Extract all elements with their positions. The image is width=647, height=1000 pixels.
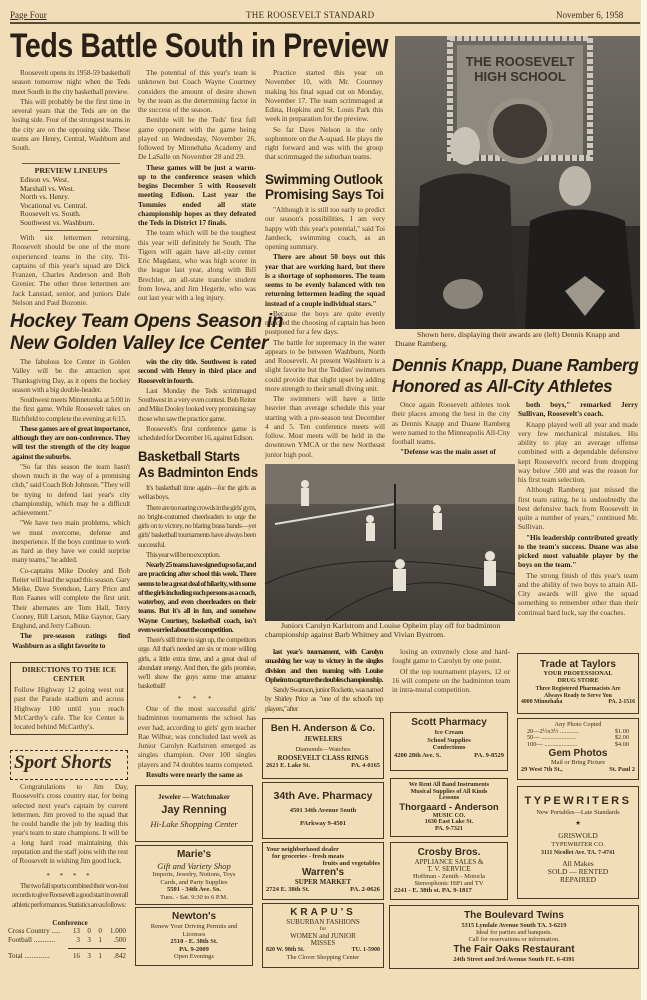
ad-name: Warren's <box>301 867 345 878</box>
ad-line: Stereophonic HiFi and TV <box>414 880 484 887</box>
photo-sign <box>457 54 583 84</box>
ad-crosby-bros <box>390 842 508 900</box>
preview-col1b <box>12 233 130 308</box>
ad-warrens <box>262 842 384 900</box>
wins: 16 <box>72 952 80 960</box>
paragraph: "So far this season the team hasn't shown much in the way of a promising club," said Coach Bob Johnson. "They will be trying to defend last year's city championship, which may be a difficult achievement." <box>12 461 130 517</box>
price-quantity: 100— ..................... <box>527 740 578 748</box>
ad-line: MISSES <box>310 939 336 947</box>
team-name: Football ............ <box>8 936 56 944</box>
ad-line: Diamonds—Watches <box>295 746 351 753</box>
box-text: Follow Highway 12 going west out past the Parade stadium and across Highway 100 until you reach McCarthy's cafe. The Ice Center is located behind McCarthy's. <box>14 685 124 731</box>
price-quantity: 20—2½x3½ ............ <box>527 727 579 735</box>
lineup-item: Southwest vs. Washburn. <box>20 217 95 227</box>
ties: 1 <box>98 936 102 944</box>
paragraph: Roosevelt opens its 1958-59 basketball season tomorrow night when the Teds meet South in the city basketball preview. <box>12 68 130 96</box>
ad-line: Lessons <box>438 795 460 802</box>
paragraph: The strong finish of this year's team and the ability of two boys to attain All-City awards will give the squad something to remember other than their continual hard luck, say the coaches. <box>518 570 638 617</box>
box-title: DIRECTIONS TO THE ICE CENTER <box>22 665 116 683</box>
ad-line: Call for reservations or information. <box>468 936 560 943</box>
ad-line: APPLIANCE SALES & <box>414 858 484 866</box>
paragraph: Because the boys are quite evenly matched the choosing of captain has been postponed for a few days. <box>265 308 385 337</box>
ad-directions-ice-center <box>10 662 128 735</box>
award-photo <box>395 36 640 329</box>
price-amount: $2.00 <box>614 734 629 742</box>
ad-address: 4200 28th Ave. S. <box>394 751 442 759</box>
paragraph: "His leadership contributed greatly to the team's success. Duane was also picked most valuable player by the boys on the team." <box>518 532 638 570</box>
masthead-rule <box>10 22 640 24</box>
price-amount: $4.00 <box>614 740 629 748</box>
ad-thorgaard-anderson <box>390 778 508 837</box>
basketball-col4 <box>392 647 510 695</box>
ad-name: Gem Photos <box>548 748 608 760</box>
paragraph: Benilde will be the Teds' first full game opponent with the game being played on Wednesday, November 26, followed by Minnehaha Academy and De LaSalle on November 28 and 29. <box>138 115 256 162</box>
preview-col1 <box>12 68 130 153</box>
ad-name: Newton's <box>171 911 217 922</box>
divider <box>40 230 98 231</box>
ad-jay-renning <box>135 785 253 842</box>
ad-line: 4501 34th Avenue South <box>289 807 357 814</box>
hockey-col1 <box>12 357 130 651</box>
ad-line: Tues. - Sat. 9:30 to 6 P.M. <box>160 893 228 901</box>
ad-line: MUSIC CO. <box>432 812 466 819</box>
ad-line: Confections <box>432 744 466 751</box>
ad-line: TYPEWRITER CO. <box>551 841 605 848</box>
divider <box>22 163 120 164</box>
ad-line: Renew Your Driving Permits and Licenses <box>150 923 238 938</box>
ad-krapus <box>262 903 384 968</box>
headline-line: Promising Says Toi <box>265 187 384 202</box>
paragraph: Roosevelt's first conference game is scheduled for December 16, against Edison. <box>138 423 256 442</box>
stats-title: Conference <box>52 918 88 927</box>
ad-line: The Clover Shopping Center <box>286 954 360 961</box>
ad-line: 1630 East Lake St. <box>424 819 474 826</box>
ad-name: Crosby Bros. <box>417 847 481 858</box>
basketball-col3 <box>265 647 383 714</box>
ad-line: All Makes <box>562 859 594 868</box>
paragraph: One of the most successful girls' badminton tournaments the school has ever had, according to girls' gym teacher Rae Wilbur, was concluded last week as Junior Carolyn Karlstrom emerged as singles champion. Over 100 singles players and 74 doubles teams competed. <box>138 704 256 769</box>
ad-line: fruits and vegetables <box>322 860 380 867</box>
losses: 0 <box>87 927 91 935</box>
paragraph: "Although it is still too early to predict our season's possibilities, I am very happy with this year's potential," said Toi Jambeck, swimming coach, as an opening summary. <box>265 205 385 251</box>
headline-line: Swimming Outlook <box>265 172 383 187</box>
stats-table <box>8 927 126 961</box>
ad-line: Hoffman - Zenith - Motorla <box>412 873 486 880</box>
ad-line: Open Evenings <box>174 953 214 960</box>
ad-line: Any Photo Copied <box>554 721 602 728</box>
ad-line: Ideal for parties and banquets. <box>475 929 553 936</box>
price-quantity: 50— ...................... <box>527 734 576 742</box>
total-rule <box>68 948 126 949</box>
ad-line: for groceries - fresh meats <box>272 853 345 860</box>
ties: 0 <box>98 927 102 935</box>
ad-name: Thorgaard - Anderson <box>399 801 499 813</box>
headline-line: Dennis Knapp, Duane Ramberg <box>392 355 639 375</box>
team-name: Total .............. <box>8 952 50 960</box>
ad-line: Ice Cream <box>434 729 464 736</box>
paragraph: With six lettermen returning, Roosevelt should be one of the more experienced teams in the city. Tri-captains of this year's squad are Dick Franzen, Charles Anderson and Bob Grenier. The other three lettermen are Jack Lanstad, senior, and juniors Dale Nelson and Paul Bozonie. <box>12 233 130 307</box>
lineup-item: Vocational vs. Central. <box>20 200 88 210</box>
ad-line: ROOSEVELT CLASS RINGS <box>277 754 369 762</box>
ad-line: GRISWOLD <box>558 831 598 840</box>
paragraph: Of the top tournament players, 12 or 16 will compete on the badminton team in intra-mural competition. <box>392 666 510 694</box>
stats-total-row <box>8 952 126 961</box>
ad-line: SUBURBAN FASHIONS <box>286 918 360 926</box>
ad-address: 4000 Minnehaha <box>521 699 563 705</box>
paragraph: "We have two main problems, which we must overcome, defense and inexperience. If the boys continue to work as hard as they have we could surprise many teams," he added. <box>12 518 130 565</box>
paragraph: The team which will be the toughest this year will definitely be South. The Tigers will again have all-city center Eric Magdanz, who was high scorer in the league last year, along with Bill Brechler, an all-state transfer student from Iowa, and Jim Hegerle, who was out last year with a leg injury. <box>138 228 256 302</box>
sport-shorts-body <box>12 782 128 866</box>
paragraph: There are no roaring crowds in the girls' gym, no bright-costumed cheerleaders to urge the girls on to victory, no blaring brass bands—yet girls' basketball tournaments have always been successful. <box>138 502 256 549</box>
sign-line: THE ROOSEVELT <box>465 54 575 69</box>
paragraph: Practice started this year on November 10, with Mr. Courtney making his final squad cut on Monday, November 17. The team scrimmaged at Edina, Hopkins and St. Louis Park this week in preparation for the preview. <box>265 68 383 124</box>
headline-line: Honored as All-City Athletes <box>392 376 613 396</box>
lineup-item: Edison vs. West. <box>20 175 69 184</box>
headline-line: Basketball Starts <box>138 448 240 464</box>
paragraph: Congratulations to Jim Day, Roosevelt's cross country star, for being selected next year's captain by current lettermen. Jim proved to the squad that he could handle the job by leading this year's team to state champions. It will be a long hard road maintaining this reputation and the staff joins with the rest of Roosevelt in wishing Jim good luck. <box>12 782 128 865</box>
ad-line: YOUR PROFESSIONAL <box>543 670 613 677</box>
headline-preview: Teds Battle South in Preview <box>10 27 389 65</box>
ad-line: We Rent All Band Instruments <box>408 782 490 788</box>
ad-name: TYPEWRITERS <box>524 795 632 807</box>
ad-line: Jeweler — Watchmaker <box>157 793 231 801</box>
ad-line: 24th Street and 3rd Avenue South FE. 6-4391 <box>453 956 575 963</box>
ad-line: New Portables—Late Standards <box>536 809 620 816</box>
badminton-photo-image <box>265 464 515 621</box>
page-number: Page Four <box>10 10 47 20</box>
paragraph: win the city title. Southwest is rated second with Henry in third place and Roosevelt in fourth. <box>138 357 256 385</box>
price-row <box>521 742 635 749</box>
ad-line: SUPER MARKET <box>294 878 352 886</box>
ad-line: DRUG STORE <box>557 676 599 684</box>
star-icon: ★ <box>575 820 581 827</box>
basketball-col2b <box>138 704 256 780</box>
paragraph: These games will be just a warm-up to the conference season which begins December 5 with Roosevelt meeting Edison. Last year the Tommies ended all state championship hopes as they defeated the Teds in District 17 finals. <box>138 162 256 227</box>
ad-line: PA. 9-2009 <box>179 945 209 953</box>
paragraph: Co-captains Mike Dooley and Bob Reiter will lead the squad this season. Gary Meike, Dave Svendson, Larry Price and Ron Faanes will complete the first unit. Their alternates are Tom Hall, Terry Cooney, Bill Larson, Mike Gaynor, Gary Englund, and Jerry Calhoun. <box>12 565 130 630</box>
paragraph: It's basketball time again—for the girls as well as boys. <box>138 483 256 502</box>
headline-basketball <box>138 448 258 480</box>
ad-line: Mail or Bring Picture <box>550 759 606 767</box>
headline-line: New Golden Valley Ice Center <box>10 333 269 354</box>
paragraph: Although Ramberg just missed the first team rating, he is undoubtedly the best defensive back from Roosevelt in quite a number of years," continued Mr. Sullivan. <box>518 485 638 532</box>
stats-row <box>8 936 126 945</box>
ad-name: The Boulevard Twins <box>464 910 564 921</box>
allcity-col5 <box>518 400 638 618</box>
ad-line: School Supplies <box>427 736 471 744</box>
paragraph: "Defense was the main asset of <box>400 447 496 457</box>
ad-name: Jay Renning <box>161 804 227 816</box>
paragraph: The swimmers will have a little heavier than average schedule this year starting with a pre-season test December 4 and 5. Ten conference meets will follow. Most meets will be held in the downtown YMCA or the new Northeast junior high pool. <box>265 394 385 459</box>
paragraph: Results were nearly the same as <box>146 769 243 779</box>
ad-name: KRAPU'S <box>290 907 356 918</box>
headline-swimming <box>265 172 387 202</box>
ad-line: REPAIRED <box>560 875 596 884</box>
paragraph: This year will be no exception. <box>146 549 220 559</box>
ad-maries <box>135 845 253 905</box>
ad-line: Your neighborhood dealer <box>266 846 339 853</box>
paragraph: The two fall sports combined their won-lost records to give Roosevelt a good start in overall athletic performances. Statistics are as follows: <box>12 881 128 909</box>
ad-line: Imports, Jewelry, Notions, Toys Cards, and Party Supplies <box>152 871 236 886</box>
ad-phone: PA. 2-1516 <box>608 699 635 705</box>
paragraph: both boys," remarked Jerry Sullivan, Roosevelt's coach. <box>518 400 638 419</box>
separator: * * * * <box>46 872 94 880</box>
ad-line: 2241 - E. 38th st. PA. 9-1817 <box>394 887 472 894</box>
ad-line: 5501 - 34th Ave. So. <box>166 886 222 893</box>
ad-phone: PA. 2-0626 <box>350 886 380 893</box>
ad-line: PA. 9-7321 <box>435 825 463 832</box>
percentage: 1.000 <box>109 927 126 935</box>
lineup-item: Roosevelt vs. South. <box>20 209 81 218</box>
percentage: .842 <box>113 952 126 960</box>
paragraph: This will probably be the first time in several years that the Teds are on the losing side. Four of the strongest teams in the city are on the opposing side. These teams are Henry, Central, Washburn and South. <box>12 96 130 152</box>
ad-line: for <box>319 926 327 932</box>
allcity-col4 <box>392 400 510 458</box>
losses: 3 <box>87 952 91 960</box>
paragraph: Once again Roosevelt athletes took their places among the best in the city as Dennis Knapp and Duane Ramberg were named to the Minneapolis All-City football teams. <box>392 400 510 446</box>
paragraph: The potential of this year's team is unknown but Coach Wayne Courtney considers the amount of desire shown by the team as the determining factor in the success of the season. <box>138 68 256 114</box>
ad-phone: TU. 1-5900 <box>351 947 380 953</box>
ad-typewriters <box>517 786 639 899</box>
lineup-item: North vs. Henry. <box>20 192 70 201</box>
ad-name: Marie's <box>176 849 212 860</box>
paragraph: So far Dave Nelson is the only sophomore on the A-squad. He plays the right forward and was with the group that scrimmaged the suburban teams. <box>265 124 383 162</box>
ad-line: JEWELERS <box>303 735 343 743</box>
ad-phone: PA. 9-8529 <box>474 751 504 759</box>
headline-allcity <box>392 355 639 397</box>
ad-line: PArkway 9-4501 <box>300 820 346 827</box>
team-name: Cross Country ..... <box>8 927 61 935</box>
ad-line: T. V. SERVICE <box>427 865 471 873</box>
ad-city: St. Paul 2 <box>609 765 635 773</box>
ad-line: Three Registered Pharmacists Are Always Ready to Serve You <box>535 686 621 699</box>
ad-line: 3111 Nicollet Ave. TA. 7-4741 <box>541 850 615 856</box>
ad-phone: PA. 4-0165 <box>351 762 380 769</box>
ad-newtons <box>135 907 253 966</box>
lineups-list <box>20 176 130 227</box>
lineup-item: Marshall vs. West. <box>20 183 75 193</box>
stats-row <box>8 927 126 936</box>
preview-col2 <box>138 68 256 303</box>
ad-address: 820 W. 98th St. <box>266 947 305 953</box>
ties: 1 <box>98 952 102 960</box>
ad-line: 2510 - E. 38th St. <box>170 938 218 945</box>
paragraph: The pre-season ratings find Washburn as a slight favorite to <box>12 631 130 650</box>
ad-line: Hi-Lake Shopping Center <box>150 819 238 829</box>
paragraph: The battle for supremacy in the water appears to be between Washburn, North and Roosevelt. At present Washburn is a slight favorite but the Teddies' swimmers could provide that slight upset by adding more strength to their small diving unit. <box>265 337 385 393</box>
basketball-col2 <box>138 483 256 692</box>
ad-34th-ave-pharmacy <box>262 782 384 839</box>
lineups-title: PREVIEW LINEUPS <box>34 166 108 175</box>
badminton-photo <box>265 464 515 621</box>
price-list <box>521 729 635 749</box>
ad-boulevard-twins <box>389 905 639 969</box>
paragraph: losing an extremely close and hard-fought game to Carolyn by one point. <box>392 647 510 666</box>
issue-date: November 6, 1958 <box>556 10 624 20</box>
wins: 13 <box>72 927 80 935</box>
ad-line: Gift and Variety Shop <box>157 861 231 871</box>
wins: 3 <box>76 936 80 944</box>
paragraph: Last Monday the Teds scrimmaged Southwest in a very even contest. Bob Reiter and Mike Dooley looked very promising say those who saw the practice game. <box>138 385 256 423</box>
ad-name: The Fair Oaks Restaurant <box>453 944 575 955</box>
ad-address: 2724 E. 38th St. <box>266 886 310 893</box>
ad-name: 34th Ave. Pharmacy <box>273 790 373 802</box>
award-photo-caption: Shown here, displaying their awards are (left) Dennis Knapp and Duane Ramberg. <box>395 330 620 348</box>
paragraph: There's still time to sign up, the competitors urge. All that's needed are six or more willing girls, a little extra time, and a great deal of abundant energy. And then, the girls promise, we'll show the guys some true amateur basketball! <box>138 635 256 691</box>
sign-line: HIGH SCHOOL <box>474 69 566 84</box>
newspaper-name: THE ROOSEVELT STANDARD <box>246 10 375 20</box>
headline-line: As Badminton Ends <box>138 464 258 480</box>
ad-gem-photos <box>517 718 639 780</box>
ad-address: 2621 E. Lake St. <box>266 762 310 769</box>
paragraph: Knapp played well all year and made very few mechanical mistakes. His ability to play an average offense combined with a dependable defensive kept Roosevelt's record from dropping way below .500 and was the reason for his first team selection. <box>518 419 638 484</box>
headline-hockey <box>10 308 388 355</box>
ad-address: 29 West 7th St., <box>521 765 563 773</box>
price-amount: $1.00 <box>614 727 629 735</box>
ad-trade-at-taylors <box>517 653 639 714</box>
percentage: .500 <box>113 936 126 944</box>
sport-shorts-body2 <box>12 881 128 910</box>
paragraph: There are about 50 boys out this year that are working hard, but there is a shortage of sophomores. The team seems to be evenly balanced with ten returning lettermen leading the squad instead of a couple individual stars." <box>265 252 385 308</box>
preview-col3 <box>265 68 383 163</box>
separator: * * * <box>177 695 217 703</box>
hockey-col2 <box>138 357 256 443</box>
ad-name: Scott Pharmacy <box>411 717 487 728</box>
ad-name: Ben H. Anderson & Co. <box>270 723 376 734</box>
paragraph: last year's tournament, with Carolyn smashing her way to victory in the singles division and then teaming with Louise Opheim to capture the doubles championship. <box>265 647 383 684</box>
ad-ben-anderson <box>262 718 384 779</box>
ad-name: Trade at Taylors <box>540 659 616 670</box>
headline-line: Hockey Team Opens Season in <box>10 311 284 332</box>
ad-line: 5315 Lyndale Avenue South TA. 3-6219 <box>461 922 567 929</box>
badminton-photo-caption: Juniors Carolyn Karlstrom and Louise Opheim play off for badminton championship against Barb Whitney and Vivian Bystrom. <box>265 621 501 639</box>
losses: 3 <box>87 936 91 944</box>
ad-scott-pharmacy <box>390 712 508 771</box>
paragraph: The fabulous Ice Center in Golden Valley will be the attraction spot Thanksgiving Day, as it opens the hockey season with a big double-header. <box>12 357 130 394</box>
sport-shorts-title: Sport Shorts <box>14 752 112 773</box>
paragraph: Sandy Swanson, junior Rockette, was named by Shirley Price as "one of the school's top players," after <box>265 685 383 713</box>
paragraph: Nearly 25 teams have signed up so far, and are practicing after school this week. There seems to be a great deal of hilarity, with some of the girls including such persons as a coach, waterboy, and even cheerleaders on their teams. But it's all in fun, and somehow Wayne Courtney, basketball coach, isn't even worried about the competition. <box>138 560 256 634</box>
paragraph: These games are of great importance, although they are non-conference. They will test the strength of the city league against the suburbs. <box>12 423 130 461</box>
ad-line: SOLD — RENTED <box>547 867 609 876</box>
paragraph: Southwest meets Minnetonka at 5:00 in the first game. While Roosevelt takes on Richfield to complete the evening at 6:15. <box>12 395 130 423</box>
ad-line: Musical Supplies of All Kinds <box>410 788 488 795</box>
ad-line: WOMEN and JUNIOR <box>290 932 356 940</box>
